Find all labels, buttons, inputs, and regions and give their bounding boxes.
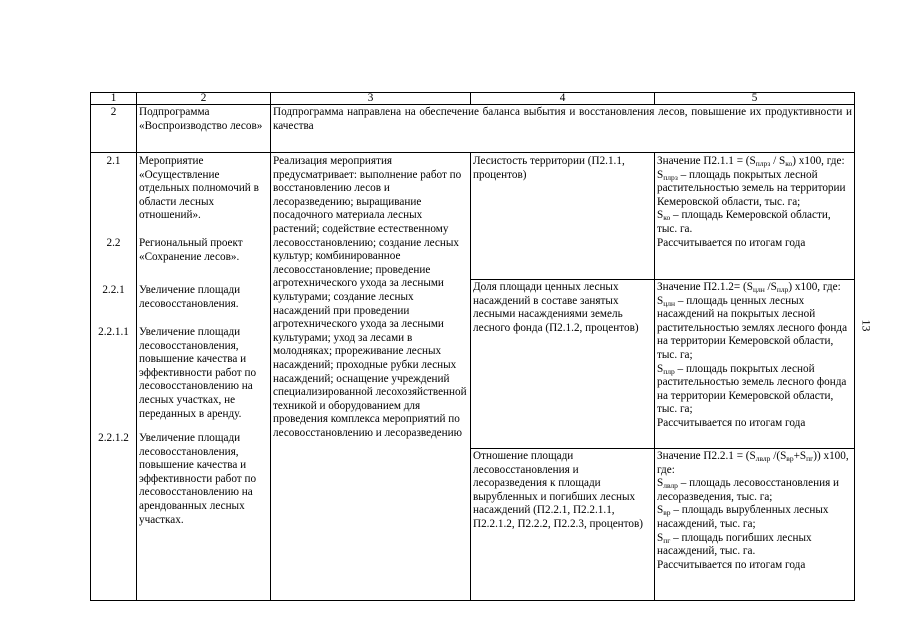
activity-name: Региональный проект «Сохранение лесов». [139, 237, 243, 263]
formula-text: ) х100, где: [788, 281, 841, 293]
formula-subscript: вр [786, 454, 794, 463]
variable-definition: – площадь лесовосстановления и лесоразведения, тыс. га; [657, 477, 839, 503]
variable-symbol: S [657, 209, 664, 222]
variable-definition: – площадь Кемеровской области, тыс. га. [657, 209, 831, 235]
activity-description: Реализация мероприятия предусматривает: выполнение работ по восстановлению лесов и лесоразведению; выращивание посадочного материала лесных растений; содействие естественному лесовосстановлению; создание лесных культур; комбинированное лесовосстановление; проведение агротехнического ухода за лесными культурами; создание лесных насаждений при проведении агротехнического ухода за лесными культурами; уход за лесами в молодняках; прореживание лесных насаждений; проходные рубки лесных насаждений; оснащение учреждений специализированной лесохозяйственной техникой и оборудованием для проведения комплекса мероприятий по лесовосстановлению и лесоразведению [271, 153, 471, 601]
formula-text: Значение П2.1.1 = (S [657, 155, 756, 167]
item-number: 2.2.1 [102, 284, 125, 296]
formula-text: / S [770, 155, 786, 167]
formula-subscript: цлн [752, 285, 765, 294]
formula-text: Значение П2.1.2= (S [657, 281, 753, 293]
formula-text: +S [793, 450, 807, 462]
formula-subscript: плрз [755, 159, 771, 168]
variable-definition: – площадь вырубленных лесных насаждений, тыс. га; [657, 504, 829, 530]
variable-definition: – площадь покрытых лесной растительностью земель на территории Кемеровской области, тыс. га; [657, 168, 846, 208]
indicator-name: Лесистость территории (П2.1.1, процентов) [471, 153, 655, 280]
header-cell: 3 [271, 93, 471, 105]
formula-text: Значение П2.2.1 = (S [657, 450, 756, 462]
item-number: 2.2 [106, 237, 121, 249]
variable-definition: – площадь покрытых лесной растительностью земель лесного фонда на территории Кемеровской области, тыс. га; [657, 362, 847, 416]
indicator-formula [655, 153, 855, 280]
header-row [91, 93, 855, 105]
program-table [90, 92, 855, 601]
formula-subscript: ко [785, 159, 793, 168]
variable-symbol: S [657, 531, 664, 544]
item-numbers-cell [91, 153, 137, 601]
variable-definition: – площадь ценных лесных насаждений на покрытых лесной растительностью землях лесного фонда на территории Кемеровской области, тыс. га; [657, 294, 848, 361]
activity-name: Увеличение площади лесовосстановления, повышение качества и эффективности работ по лесовосстановлению на арендованных лесных участках. [139, 432, 257, 526]
header-cell: 2 [137, 93, 271, 105]
activity-name: Мероприятие «Осуществление отдельных полномочий в области лесных отношений». [139, 155, 259, 222]
variable-subscript: вр [663, 508, 671, 518]
variable-subscript: плрз [663, 172, 678, 182]
indicator-formula [655, 449, 855, 601]
indicator-row [91, 153, 855, 280]
formula-text: ) х100, где: [792, 155, 845, 167]
variable-symbol: S [657, 294, 664, 307]
item-number: 2.1 [106, 155, 121, 167]
activity-name: Увеличение площади лесовосстановления, повышение качества и эффективности работ по лесовосстановлению на лесных участках, не переданных в аренду. [139, 326, 257, 420]
variable-definition: – площадь погибших лесных насаждений, тыс. га. [657, 531, 812, 558]
variable-subscript: плр [663, 366, 675, 376]
activity-name: Увеличение площади лесовосстановления. [139, 284, 241, 310]
calculation-note: Рассчитывается по итогам года [657, 416, 806, 429]
header-cell: 1 [91, 93, 137, 105]
variable-symbol: S [657, 504, 664, 517]
indicator-name: Доля площади ценных лесных насаждений в составе занятых лесными насаждениями земель лесного фонда (П2.1.2, процентов) [471, 280, 655, 449]
page-number: 13 [859, 319, 874, 332]
variable-subscript: пг [663, 535, 671, 545]
indicator-formula [655, 280, 855, 449]
formula-subscript: плр [776, 285, 789, 294]
formula-subscript: пг [806, 454, 814, 463]
variable-symbol: S [657, 168, 664, 181]
variable-subscript: ко [663, 213, 671, 223]
subprogram-description: Подпрограмма направлена на обеспечение баланса выбытия и восстановления лесов, повышение их продуктивности и качества [271, 105, 855, 153]
header-cell: 4 [471, 93, 655, 105]
formula-text: /(S [770, 450, 787, 462]
variable-symbol: S [657, 477, 664, 490]
subprogram-number: 2 [91, 105, 137, 153]
calculation-note: Рассчитывается по итогам года [657, 236, 806, 249]
formula-text: )) х100, где: [657, 450, 849, 476]
subprogram-row [91, 105, 855, 153]
formula-subscript: лвлр [755, 454, 771, 463]
variable-subscript: цлн [663, 298, 676, 308]
item-number: 2.2.1.2 [98, 432, 129, 444]
variable-symbol: S [657, 362, 664, 375]
subprogram-name: Подпрограмма «Воспроизводство лесов» [137, 105, 271, 153]
indicator-name: Отношение площади лесовосстановления и лесоразведения к площади вырубленных и погибших лесных насаждений (П2.2.1, П2.2.1.1, П2.2.1.2, П2.2.2, П2.2.3, процентов) [471, 449, 655, 601]
calculation-note: Рассчитывается по итогам года [657, 558, 806, 571]
item-number: 2.2.1.1 [98, 326, 129, 338]
variable-subscript: лвлр [663, 481, 678, 491]
formula-text: /S [764, 281, 777, 293]
header-cell: 5 [655, 93, 855, 105]
activity-names-cell [137, 153, 271, 601]
